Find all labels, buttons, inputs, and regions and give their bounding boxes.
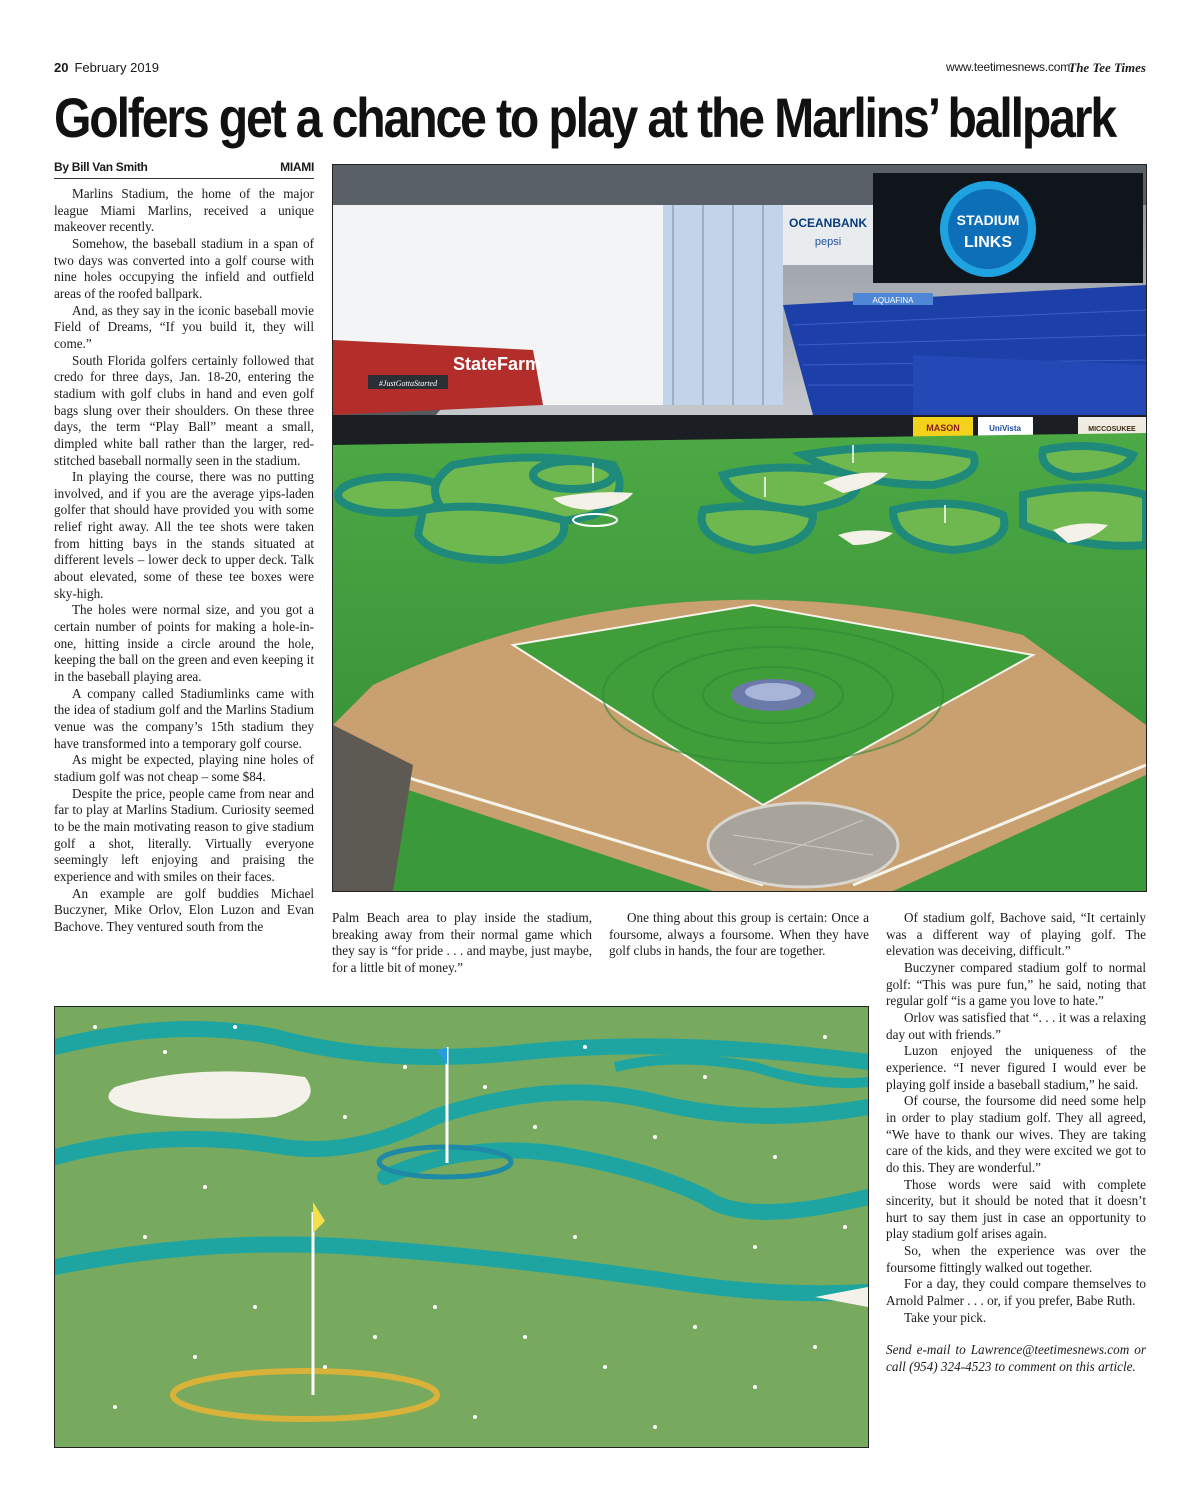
- paragraph: Despite the price, people came from near and far to play at Marlins Stadium. Curiosity seemed to be the main motivating reason to give stadium golf a shot, literally. Virtually everyone seemingly left enjoying and praising the experience and with smiles on their faces.: [54, 785, 314, 884]
- paragraph: Those words were said with complete sincerity, but it should be noted that it doesn’t hurt to say them just in case an opportunity to play stadium golf arises again.: [886, 1176, 1146, 1242]
- paragraph: Marlins Stadium, the home of the major league Miami Marlins, received a unique makeover recently.: [54, 186, 314, 235]
- stadium-illustration: [333, 165, 1146, 891]
- author: By Bill Van Smith: [54, 160, 148, 174]
- paragraph: Luzon enjoyed the uniqueness of the experience. “I never figured I would ever be playing golf inside a baseball stadium,” he said.: [886, 1043, 1146, 1092]
- aquafina-sign: AQUAFINA: [872, 296, 914, 305]
- paragraph: A company called Stadiumlinks came with the idea of stadium golf and the Marlins Stadium venue was the company’s 15th stadium they have transformed into a temporary golf course.: [54, 685, 314, 751]
- article-column-2: [332, 910, 592, 977]
- paragraph: Somehow, the baseball stadium in a span of two days was converted into a golf course with nine holes occupying the infield and outfield areas of the roofed ballpark.: [54, 235, 314, 301]
- paragraph: The holes were normal size, and you got a certain number of points for making a hole-in-one, hitting inside a circle around the hole, keeping the ball on the green and even keeping it in the baseball playing area.: [54, 602, 314, 685]
- statefarm-sign: StateFarm: [453, 354, 542, 374]
- scoreboard-line-1: STADIUM: [956, 212, 1020, 228]
- paragraph: One thing about this group is certain: Once a foursome, always a foursome. When they have golf clubs in hands, the four are together.: [609, 910, 869, 959]
- paragraph: So, when the experience was over the foursome fittingly walked out together.: [886, 1243, 1146, 1275]
- green-closeup-photo: [54, 1006, 869, 1448]
- paragraph: An example are golf buddies Michael Buczyner, Mike Orlov, Elon Luzon and Evan Bachove. They ventured south from the: [54, 885, 314, 934]
- mason-sign: MASON: [926, 423, 960, 433]
- univista-sign: UniVista: [989, 424, 1021, 433]
- scoreboard-line-2: LINKS: [964, 234, 1012, 251]
- paragraph: For a day, they could compare themselves to Arnold Palmer . . . or, if you prefer, Babe Ruth.: [886, 1276, 1146, 1309]
- hashtag-sign: #JustGottaStarted: [378, 379, 438, 388]
- publication-name: The Tee Times: [1068, 60, 1146, 75]
- paragraph: As might be expected, playing nine holes of stadium golf was not cheap – some $84.: [54, 752, 314, 784]
- page-number: 20: [54, 60, 69, 75]
- issue-date: February 2019: [74, 60, 160, 75]
- paragraph: South Florida golfers certainly followed that credo for three days, Jan. 18-20, entering the stadium with golf clubs in hand and even golf bags slung over their shoulders. On these three days, the term “Play Ball” meant a small, dimpled white ball rather than the larger, red-stitched baseball normally seen in the stadium.: [54, 352, 314, 468]
- green-illustration: [55, 1007, 868, 1447]
- headline: Golfers get a chance to play at the Marlins’ ballpark: [54, 86, 1115, 149]
- paragraph: Of course, the foursome did need some help in order to play stadium golf. They all agreed, “We have to thank our wives. They are taking care of the kids, and they were excited we got to do this. They are wonderful.”: [886, 1093, 1146, 1175]
- byline: [54, 160, 314, 179]
- paragraph: Of stadium golf, Bachove said, “It certainly was a different way of playing golf. The elevation was deceiving, difficult.”: [886, 910, 1146, 959]
- paragraph: Take your pick.: [904, 1309, 987, 1325]
- dateline-location: MIAMI: [280, 160, 314, 174]
- contact-note: Send e-mail to Lawrence@teetimesnews.com or call (954) 324-4523 to comment on this article.: [886, 1342, 1146, 1375]
- stadium-photo: [332, 164, 1147, 892]
- paragraph: And, as they say in the iconic baseball movie Field of Dreams, “If you build it, they will come.”: [54, 302, 314, 351]
- paragraph: Buczyner compared stadium golf to normal golf: “This was pure fun,” he said, noting that regular golf “is a game you love to hate.”: [886, 959, 1146, 1009]
- miccosukee-sign: MICCOSUKEE: [1088, 426, 1136, 433]
- paragraph: In playing the course, there was no putting involved, and if you are the average yips-laden golfer that should have provided you with some relief right away. All the tee shots were taken from hitting bays in the stands situated at different levels – lower deck to upper deck. Talk about elevated, some of these tee boxes were sky-high.: [54, 469, 314, 601]
- oceanbank-sign: OCEANBANK: [789, 216, 867, 230]
- paragraph: Orlov was satisfied that “. . . it was a relaxing day out with friends.”: [886, 1009, 1146, 1042]
- page-folio: [54, 60, 159, 75]
- article-column-1: [54, 186, 314, 936]
- article-column-4: [886, 910, 1146, 1376]
- pepsi-sign: pepsi: [814, 236, 842, 248]
- article-column-3: [609, 910, 869, 960]
- website-url[interactable]: www.teetimesnews.com: [946, 60, 1071, 74]
- paragraph: Palm Beach area to play inside the stadium, breaking away from their normal game which they say is “for pride . . . and maybe, just maybe, for a little bit of money.”: [332, 910, 592, 975]
